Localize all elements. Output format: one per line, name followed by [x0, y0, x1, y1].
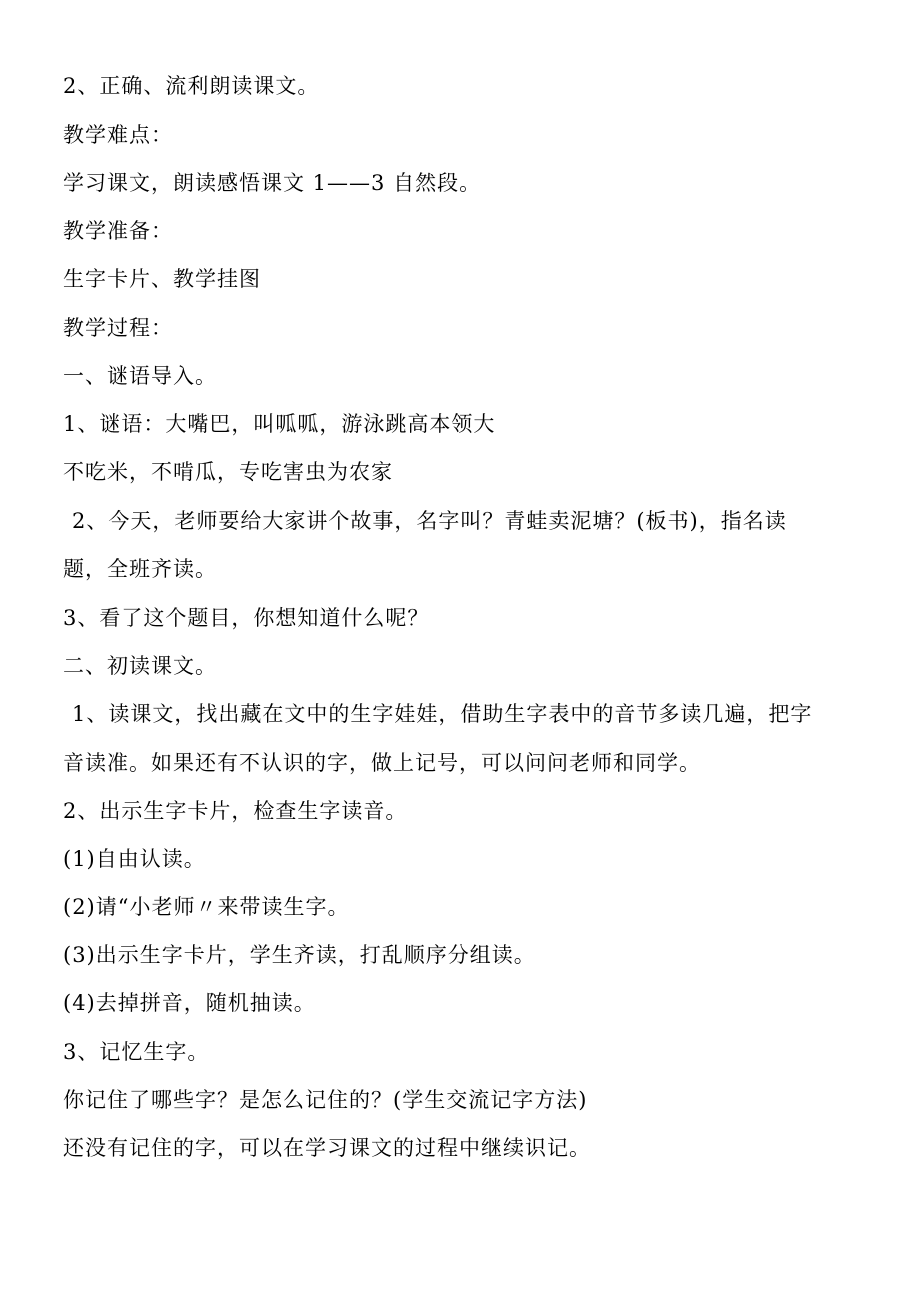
section-heading: 教学难点：	[63, 123, 173, 147]
text-line: (2)请“小老师〃来带读生字。	[63, 895, 350, 919]
text-line: 题，全班齐读。	[63, 557, 217, 581]
text-line: 生字卡片、教学挂图	[63, 267, 261, 291]
text-line: 3、记忆生字。	[63, 1040, 210, 1064]
text-line: 1、谜语：大嘴巴，叫呱呱，游泳跳高本领大	[63, 412, 496, 436]
text-line: 学习课文，朗读感悟课文 1——3 自然段。	[63, 171, 482, 195]
text-line: 不吃米，不啃瓜，专吃害虫为农家	[63, 460, 393, 484]
text-line: (1)自由认读。	[63, 847, 206, 871]
section-heading: 二、初读课文。	[63, 654, 217, 678]
text-line: 1、读课文，找出藏在文中的生字娃娃，借助生字表中的音节多读几遍，把字	[72, 702, 813, 726]
text-line: (3)出示生字卡片，学生齐读，打乱顺序分组读。	[63, 943, 536, 967]
text-line: 2、出示生字卡片，检查生字读音。	[63, 799, 408, 823]
text-line: 3、看了这个题目，你想知道什么呢？	[63, 606, 430, 630]
text-line: 还没有记住的字，可以在学习课文的过程中继续识记。	[63, 1136, 591, 1160]
section-heading: 教学过程：	[63, 316, 173, 340]
text-line: 你记住了哪些字？是怎么记住的？(学生交流记字方法)	[63, 1088, 588, 1112]
section-heading: 一、谜语导入。	[63, 364, 217, 388]
text-line: (4)去掉拼音，随机抽读。	[63, 991, 316, 1015]
text-line: 2、今天，老师要给大家讲个故事，名字叫？青蛙卖泥塘？(板书)，指名读	[72, 509, 787, 533]
text-line: 2、正确、流利朗读课文。	[63, 74, 320, 98]
section-heading: 教学准备：	[63, 219, 173, 243]
text-line: 音读准。如果还有不认识的字，做上记号，可以问问老师和同学。	[63, 751, 701, 775]
